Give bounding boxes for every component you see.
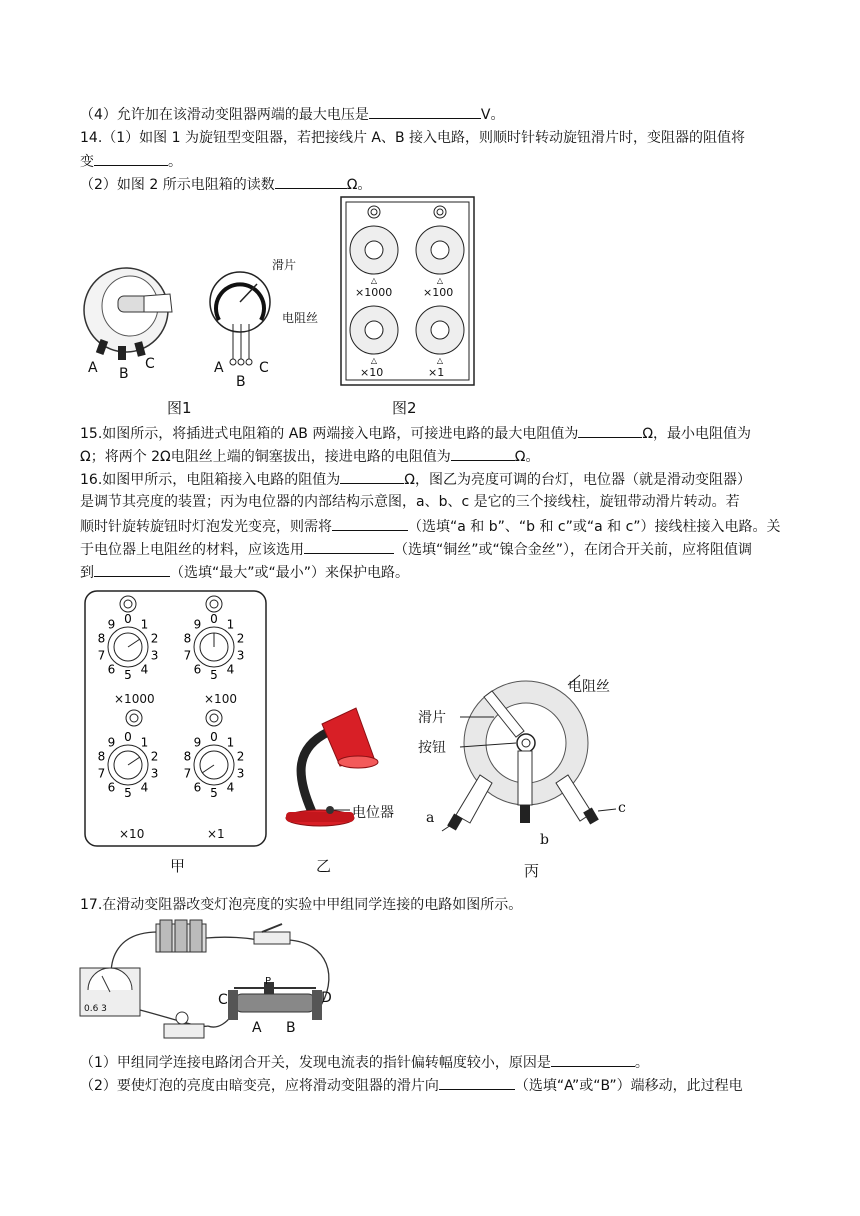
fig1s-terminal-c: C: [259, 360, 269, 376]
dial-digit: 8: [97, 631, 106, 646]
q13-part4: [80, 102, 780, 127]
dial-jia-1[interactable]: [194, 745, 234, 785]
dial-jia-100[interactable]: [194, 627, 234, 667]
dial-1[interactable]: [416, 306, 464, 354]
fig2-mult-1000: ×1000: [355, 286, 393, 299]
q16-line3: [80, 514, 780, 539]
dial-100[interactable]: [416, 226, 464, 274]
q14-line2-end: 。: [168, 154, 182, 170]
dial-digit: 1: [140, 735, 149, 750]
q15-line1-text2: Ω，最小电阻值为: [642, 426, 752, 442]
svg-text:△: △: [370, 356, 378, 365]
dial-digit: 4: [226, 780, 235, 795]
q14-line2: [80, 149, 780, 174]
answer-blank[interactable]: [451, 444, 515, 461]
answer-blank[interactable]: [94, 560, 170, 577]
answer-blank[interactable]: [369, 102, 481, 119]
bing-label-wire: 电阻丝: [568, 679, 610, 695]
answer-blank[interactable]: [94, 149, 168, 166]
q16-line4-text2: （选填“铜丝”或“镍合金丝”），在闭合开关前，应将阻值调: [394, 542, 753, 558]
answer-blank[interactable]: [578, 421, 642, 438]
dial-digit: 6: [107, 662, 116, 677]
dial-digit: 3: [150, 766, 159, 781]
dial-digit: 1: [226, 735, 235, 750]
svg-text:△: △: [436, 276, 444, 285]
lamp-label-potentiometer: 电位器: [352, 805, 394, 821]
dial-digit: 9: [107, 617, 116, 632]
rheostat-label-D: D: [321, 990, 332, 1006]
q16-line3-text: 顺时针旋转旋钮时灯泡发光变亮，则需将: [80, 519, 332, 535]
q15-line1-text: 15.如图所示，将插进式电阻箱的 AB 两端接入电路，可接进电路的最大电阻值为: [80, 426, 579, 442]
fig1s-terminal-b: B: [236, 374, 246, 390]
fig1-terminal-b: B: [119, 366, 129, 382]
jia-mult-1000: ×1000: [114, 692, 155, 706]
q13-part4-text: （4）允许加在该滑动变阻器两端的最大电压是: [80, 107, 369, 123]
dial-digit: 6: [107, 780, 116, 795]
dial-jia-10[interactable]: [108, 745, 148, 785]
answer-blank[interactable]: [551, 1050, 635, 1067]
dial-digit: 3: [150, 648, 159, 663]
dial-digit: 0: [124, 730, 132, 744]
answer-blank[interactable]: [275, 172, 347, 189]
q16-line5-text: 到: [80, 565, 94, 581]
dial-digit: 4: [140, 662, 149, 677]
q17-part2-text: （2）要使灯泡的亮度由暗变亮，应将滑动变阻器的滑片向: [80, 1078, 439, 1094]
dial-digit: 1: [140, 617, 149, 632]
bing-caption: 丙: [524, 862, 540, 880]
fig2-mult-10: ×10: [360, 366, 384, 379]
dial-digit: 8: [183, 749, 192, 764]
q15-line2: [80, 444, 780, 469]
bing-label-knob: 按钮: [418, 740, 446, 756]
answer-blank[interactable]: [439, 1073, 515, 1090]
dial-digit: 7: [97, 648, 106, 663]
dial-digit: 5: [210, 786, 218, 800]
dial-digit: 2: [236, 749, 245, 764]
q15-line2-text: Ω；将两个 2Ω电阻丝上端的铜塞拔出，接进电路的电阻值为: [80, 449, 451, 465]
jia-mult-1: ×1: [207, 827, 225, 841]
fig1-label-slider: 滑片: [272, 258, 297, 272]
fig1s-terminal-a: A: [214, 360, 224, 376]
svg-text:△: △: [436, 356, 444, 365]
q17-part1-end: 。: [634, 1055, 649, 1071]
fig2-mult-100: ×100: [423, 286, 454, 299]
bing-term-c: c: [618, 800, 626, 816]
jia-mult-100: ×100: [204, 692, 237, 706]
jia-caption: 甲: [170, 857, 186, 875]
dial-digit: 2: [236, 631, 245, 646]
dial-digit: 4: [226, 662, 235, 677]
dial-digit: 0: [210, 730, 218, 744]
rheostat-label-C: C: [218, 992, 228, 1008]
q16-line5-text2: （选填“最大”或“最小”）来保护电路。: [170, 565, 410, 581]
dial-digit: 9: [107, 735, 116, 750]
q17-part1-text: （1）甲组同学连接电路闭合开关，发现电流表的指针偏转幅度较小，原因是: [80, 1055, 551, 1071]
rheostat-label-A: A: [252, 1020, 262, 1036]
dial-digit: 5: [210, 668, 218, 682]
dial-digit: 6: [193, 780, 202, 795]
dial-digit: 2: [150, 631, 159, 646]
answer-blank[interactable]: [332, 514, 408, 531]
bing-label-slider: 滑片: [418, 710, 446, 726]
q14-line3-text: （2）如图 2 所示电阻箱的读数: [80, 177, 275, 193]
q16-line2: 是调节其亮度的装置；丙为电位器的内部结构示意图，a、b、c 是它的三个接线柱，旋钮带动滑片转动。若: [80, 494, 740, 510]
q16-line5: [80, 560, 780, 585]
dial-digit: 4: [140, 780, 149, 795]
fig1-caption: 图1: [167, 399, 192, 417]
q16-line3-text2: （选填“a 和 b”、“b 和 c”或“a 和 c”）接线柱接入电路。关: [408, 519, 781, 535]
dial-digit: 0: [124, 612, 132, 626]
q14-line3-unit: Ω。: [346, 177, 372, 193]
q14-line2-text: 变: [80, 154, 94, 170]
meter-scale-text: 0.6 3: [84, 1004, 107, 1014]
q17-line1: 17.在滑动变阻器改变灯泡亮度的实验中甲组同学连接的电路如图所示。: [80, 897, 523, 913]
battery-pack: [156, 920, 206, 952]
q16-line1-text: 16.如图甲所示，电阻箱接入电路的阻值为: [80, 472, 341, 488]
switch[interactable]: [254, 924, 290, 944]
dial-digit: 7: [97, 766, 106, 781]
jia-mult-10: ×10: [119, 827, 145, 841]
svg-text:△: △: [370, 276, 378, 285]
dial-digit: 8: [97, 749, 106, 764]
q15-line1: [80, 421, 780, 446]
dial-digit: 9: [193, 617, 202, 632]
dial-digit: 5: [124, 786, 132, 800]
dial-digit: 3: [236, 648, 245, 663]
dial-digit: 1: [226, 617, 235, 632]
answer-blank[interactable]: [304, 537, 394, 554]
dial-digit: 0: [210, 612, 218, 626]
fig1-label-wire: 电阻丝: [282, 311, 319, 325]
rheostat-label-B: B: [286, 1020, 296, 1036]
bing-term-a: a: [426, 810, 435, 826]
q16-line1-text2: Ω，图乙为亮度可调的台灯，电位器（就是滑动变阻器）: [404, 472, 751, 488]
rheostat[interactable]: [228, 982, 322, 1020]
bing-term-b: b: [540, 832, 549, 848]
lamp: [164, 1012, 204, 1038]
q17-part2: [80, 1073, 780, 1098]
dial-digit: 8: [183, 631, 192, 646]
dial-digit: 6: [193, 662, 202, 677]
q16-line4-text: 于电位器上电阻丝的材料，应该选用: [80, 542, 304, 558]
q13-part4-unit: V。: [480, 107, 505, 123]
dial-1000[interactable]: [350, 226, 398, 274]
q15-line2-unit: Ω。: [514, 449, 540, 465]
yi-caption: 乙: [316, 857, 332, 875]
dial-jia-1000[interactable]: [108, 627, 148, 667]
fig2-caption: 图2: [392, 399, 417, 417]
q16-line4: [80, 537, 780, 562]
q17-part1: [80, 1050, 780, 1075]
q16-line1: [80, 467, 780, 492]
dial-digit: 2: [150, 749, 159, 764]
dial-digit: 3: [236, 766, 245, 781]
dial-digit: 5: [124, 668, 132, 682]
fig1-terminal-a: A: [88, 360, 98, 376]
fig1-terminal-c: C: [145, 356, 155, 372]
dial-digit: 7: [183, 766, 192, 781]
q14-line3: [80, 172, 780, 197]
fig2-mult-1: ×1: [428, 366, 445, 379]
rheostat-label-P: P: [265, 976, 272, 987]
dial-digit: 9: [193, 735, 202, 750]
answer-blank[interactable]: [340, 467, 404, 484]
dial-digit: 7: [183, 648, 192, 663]
q17-part2-text2: （选填“A”或“B”）端移动，此过程电: [514, 1078, 743, 1094]
circuit-figure: [78, 918, 348, 1046]
dial-10[interactable]: [350, 306, 398, 354]
q14-line1: 14.（1）如图 1 为旋钮型变阻器，若把接线片 A、B 接入电路，则顺时针转动旋钮滑片时，变阻器的阻值将: [80, 130, 746, 146]
resistance-box-jia: [84, 590, 268, 848]
